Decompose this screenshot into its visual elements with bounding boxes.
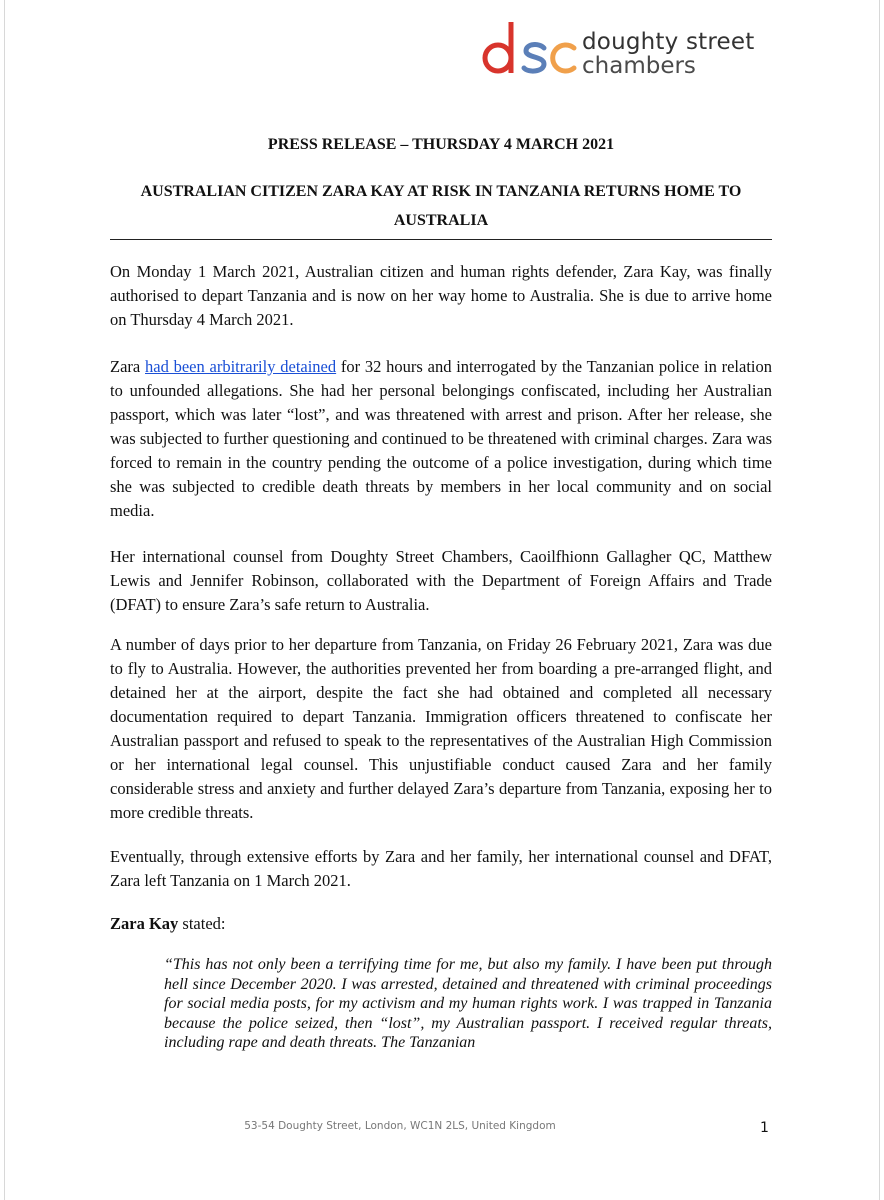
quote-intro-rest: stated:: [178, 914, 226, 933]
footer-address: 53-54 Doughty Street, London, WC1N 2LS, United Kingdom: [244, 1120, 556, 1132]
logo-name-line2: chambers: [582, 53, 696, 79]
title-divider: [110, 239, 772, 240]
paragraph-2-rest: for 32 hours and interrogated by the Tanzanian police in relation to unfounded allegations. She had her personal belongings confiscated, including her Australian passport, which was later “lost”, and was threatened with arrest and prison. After her release, she was subjected to further questioning and continued to be threatened with criminal charges. Zara was forced to remain in the country pending the outcome of a police investigation, during which time she was subjected to credible death threats by members in her local community and on social media.: [110, 357, 772, 520]
speaker-name: Zara Kay: [110, 914, 179, 933]
page-edge-left: [4, 0, 5, 1200]
page-edge-right: [879, 0, 880, 1200]
paragraph-2-start: Zara: [110, 357, 145, 376]
zara-kay-quote: “This has not only been a terrifying time for me, but also my family. I have been put through hell since December 2020. I was arrested, detained and threatened with criminal proceedings for social media posts, for my activism and my human rights work. I was trapped in Tanzania because the police seized, then “lost”, my Australian passport. I received regular threats, including rape and death threats. The Tanzanian: [164, 956, 772, 1051]
dsc-logo-mark: [482, 18, 580, 82]
paragraph-1: On Monday 1 March 2021, Australian citizen and human rights defender, Zara Kay, was finally authorised to depart Tanzania and is now on her way home to Australia. She is due to arrive home on Thursday 4 March 2021.: [110, 262, 772, 329]
paragraph-5: Eventually, through extensive efforts by Zara and her family, her international counsel and DFAT, Zara left Tanzania on 1 March 2021.: [110, 847, 772, 890]
arbitrarily-detained-link[interactable]: had been arbitrarily detained: [145, 357, 337, 376]
paragraph-2: [110, 355, 772, 523]
doughty-street-logo: [482, 18, 782, 82]
logo-text: [582, 30, 754, 78]
quote-intro: [110, 912, 772, 936]
paragraph-3: Her international counsel from Doughty Street Chambers, Caoilfhionn Gallagher QC, Matthew Lewis and Jennifer Robinson, collaborated with the Department of Foreign Affairs and Trade (DFAT) to ensure Zara’s safe return to Australia.: [110, 547, 772, 614]
logo-name-line1: doughty street: [582, 29, 755, 55]
page-number: 1: [760, 1120, 769, 1136]
paragraph-4: A number of days prior to her departure from Tanzania, on Friday 26 February 2021, Zara was due to fly to Australia. However, the authorities prevented her from boarding a pre-arranged flight, and detained her at the airport, despite the fact she had obtained and completed all necessary documentation required to depart Tanzania. Immigration officers threatened to confiscate her Australian passport and refused to speak to the representatives of the Australian High Commission or her international legal counsel. This unjustifiable conduct caused Zara and her family considerable stress and anxiety and further delayed Zara’s departure from Tanzania, exposing her to more credible threats.: [110, 635, 772, 822]
press-release-date: PRESS RELEASE – THURSDAY 4 MARCH 2021: [267, 136, 615, 153]
press-release-title: AUSTRALIAN CITIZEN ZARA KAY AT RISK IN TANZANIA RETURNS HOME TO AUSTRALIA: [140, 183, 742, 229]
